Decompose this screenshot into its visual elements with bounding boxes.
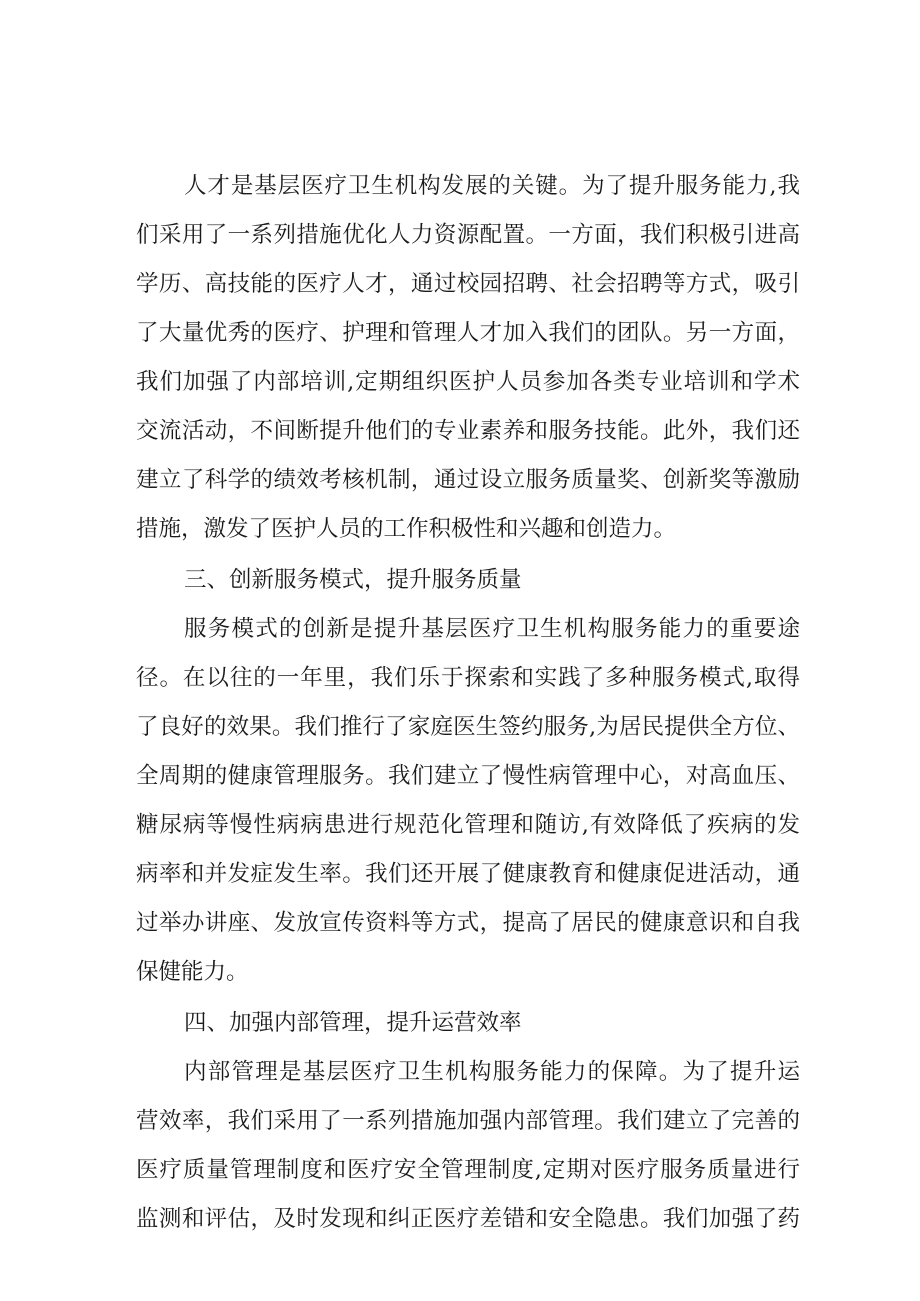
paragraph-talent <box>136 162 800 554</box>
paragraph-line: 内部管理是基层医疗卫生机构服务能力的保障。为了提升运 <box>184 1059 800 1085</box>
paragraph-line: 学历、高技能的医疗人才，通过校园招聘、社会招聘等方式，吸引 <box>136 271 800 297</box>
document-body <box>136 162 800 1244</box>
paragraph-line: 糖尿病等慢性病病患进行规范化管理和随访,有效降低了疾病的发 <box>136 812 800 838</box>
paragraph-line: 全周期的健康管理服务。我们建立了慢性病管理中心，对高血压、 <box>136 763 800 789</box>
paragraph-service-model <box>136 605 800 997</box>
paragraph-line: 过举办讲座、发放宣传资料等方式，提高了居民的健康意识和自我 <box>136 910 800 936</box>
paragraph-line: 监测和评估，及时发现和纠正医疗差错和安全隐患。我们加强了药 <box>136 1206 800 1232</box>
section-heading-innovation: 三、创新服务模式，提升服务质量 <box>184 567 522 593</box>
paragraph-line: 保健能力。 <box>136 959 249 985</box>
paragraph-line: 我们加强了内部培训,定期组织医护人员参加各类专业培训和学术 <box>136 369 800 395</box>
paragraph-line: 人才是基层医疗卫生机构发展的关键。为了提升服务能力,我 <box>184 173 800 199</box>
paragraph-line: 们采用了一系列措施优化人力资源配置。一方面，我们积极引进高 <box>136 222 800 248</box>
paragraph-line: 交流活动，不间断提升他们的专业素养和服务技能。此外，我们还 <box>136 418 800 444</box>
paragraph-line: 医疗质量管理制度和医疗安全管理制度,定期对医疗服务质量进行 <box>136 1157 800 1183</box>
paragraph-line: 径。在以往的一年里，我们乐于探索和实践了多种服务模式,取得 <box>136 665 800 691</box>
paragraph-line: 了良好的效果。我们推行了家庭医生签约服务,为居民提供全方位、 <box>136 714 800 740</box>
section-heading-management: 四、加强内部管理，提升运营效率 <box>184 1010 522 1036</box>
paragraph-line: 了大量优秀的医疗、护理和管理人才加入我们的团队。另一方面， <box>136 320 800 346</box>
paragraph-line: 服务模式的创新是提升基层医疗卫生机构服务能力的重要途 <box>184 616 800 642</box>
paragraph-internal-management <box>136 1048 800 1244</box>
paragraph-line: 措施，激发了医护人员的工作积极性和兴趣和创造力。 <box>136 516 677 542</box>
paragraph-line: 营效率，我们采用了一系列措施加强内部管理。我们建立了完善的 <box>136 1108 800 1134</box>
paragraph-line: 病率和并发症发生率。我们还开展了健康教育和健康促进活动，通 <box>136 861 800 887</box>
paragraph-line: 建立了科学的绩效考核机制，通过设立服务质量奖、创新奖等激励 <box>136 467 800 493</box>
